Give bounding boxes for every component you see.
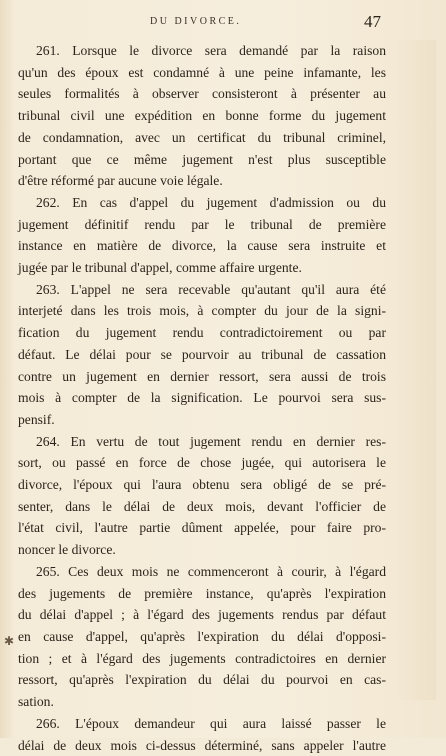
page-number: 47 (364, 12, 381, 32)
text-line: tion ; et à l'égard des jugements contradictoires en dernier (18, 648, 386, 670)
text-line: instance en matière de divorce, la cause sera instruite et (18, 235, 386, 257)
text-line: divorce, l'époux qui l'aura obtenu sera obligé de se pré- (18, 474, 386, 496)
text-line: pensif. (18, 409, 386, 431)
article-265 (18, 561, 386, 713)
text-line: portant que ce même jugement n'est plus susceptible (18, 149, 386, 171)
margin-mark-icon: ✱ (4, 634, 14, 649)
article-261 (18, 40, 386, 192)
text-line: fication du jugement rendu contradictoirement ou par (18, 322, 386, 344)
text-line: de condamnation, avec un certificat du tribunal criminel, (18, 127, 386, 149)
text-line: 261. Lorsque le divorce sera demandé par la raison (18, 40, 386, 62)
text-line: l'état civil, l'autre partie dûment appelée, pour faire pro- (18, 517, 386, 539)
article-266 (18, 713, 386, 756)
text-line: 263. L'appel ne sera recevable qu'autant qu'il aura été (18, 279, 386, 301)
text-line: du délai d'appel ; à l'égard des jugements rendus par défaut (18, 604, 386, 626)
text-line: ressort, qu'après l'expiration du délai du pourvoi en cas- (18, 669, 386, 691)
text-line: jugée par le tribunal d'appel, comme affaire urgente. (18, 257, 386, 279)
page-shading (396, 40, 436, 700)
text-line: 265. Ces deux mois ne commenceront à courir, à l'égard (18, 561, 386, 583)
text-line: d'être réformé par aucune voie légale. (18, 170, 386, 192)
text-line: défaut. Le délai pour se pourvoir au tribunal de cassation (18, 344, 386, 366)
text-line: sort, ou passé en force de chose jugée, qui autorisera le (18, 452, 386, 474)
text-line: mois à compter de la signification. Le pourvoi sera sus- (18, 387, 386, 409)
text-line: interjeté dans les trois mois, à compter du jour de la signi- (18, 300, 386, 322)
running-head: DU DIVORCE. (150, 16, 241, 27)
text-line: sation. (18, 691, 386, 713)
article-264 (18, 431, 386, 561)
text-line: 266. L'époux demandeur qui aura laissé passer le (18, 713, 386, 735)
text-line: noncer le divorce. (18, 539, 386, 561)
text-line: tribunal civil une expédition en bonne forme du jugement (18, 105, 386, 127)
text-line: qu'un des époux est condamné à une peine infamante, les (18, 62, 386, 84)
page-body (18, 40, 386, 756)
page-header (0, 12, 446, 32)
article-263 (18, 279, 386, 431)
text-line: seules formalités à observer consisteront à présenter au (18, 83, 386, 105)
text-line: 262. En cas d'appel du jugement d'admission ou du (18, 192, 386, 214)
text-line: contre un jugement en dernier ressort, sera aussi de trois (18, 366, 386, 388)
text-line: jugement définitif rendu par le tribunal de première (18, 214, 386, 236)
text-line: en cause d'appel, qu'après l'expiration du délai d'opposi- (18, 626, 386, 648)
text-line: senter, dans le délai de deux mois, devant l'officier de (18, 496, 386, 518)
text-line: 264. En vertu de tout jugement rendu en dernier res- (18, 431, 386, 453)
text-line: des jugements de première instance, qu'après l'expiration (18, 583, 386, 605)
article-262 (18, 192, 386, 279)
text-line: délai de deux mois ci-dessus déterminé, sans appeler l'autre (18, 735, 386, 756)
